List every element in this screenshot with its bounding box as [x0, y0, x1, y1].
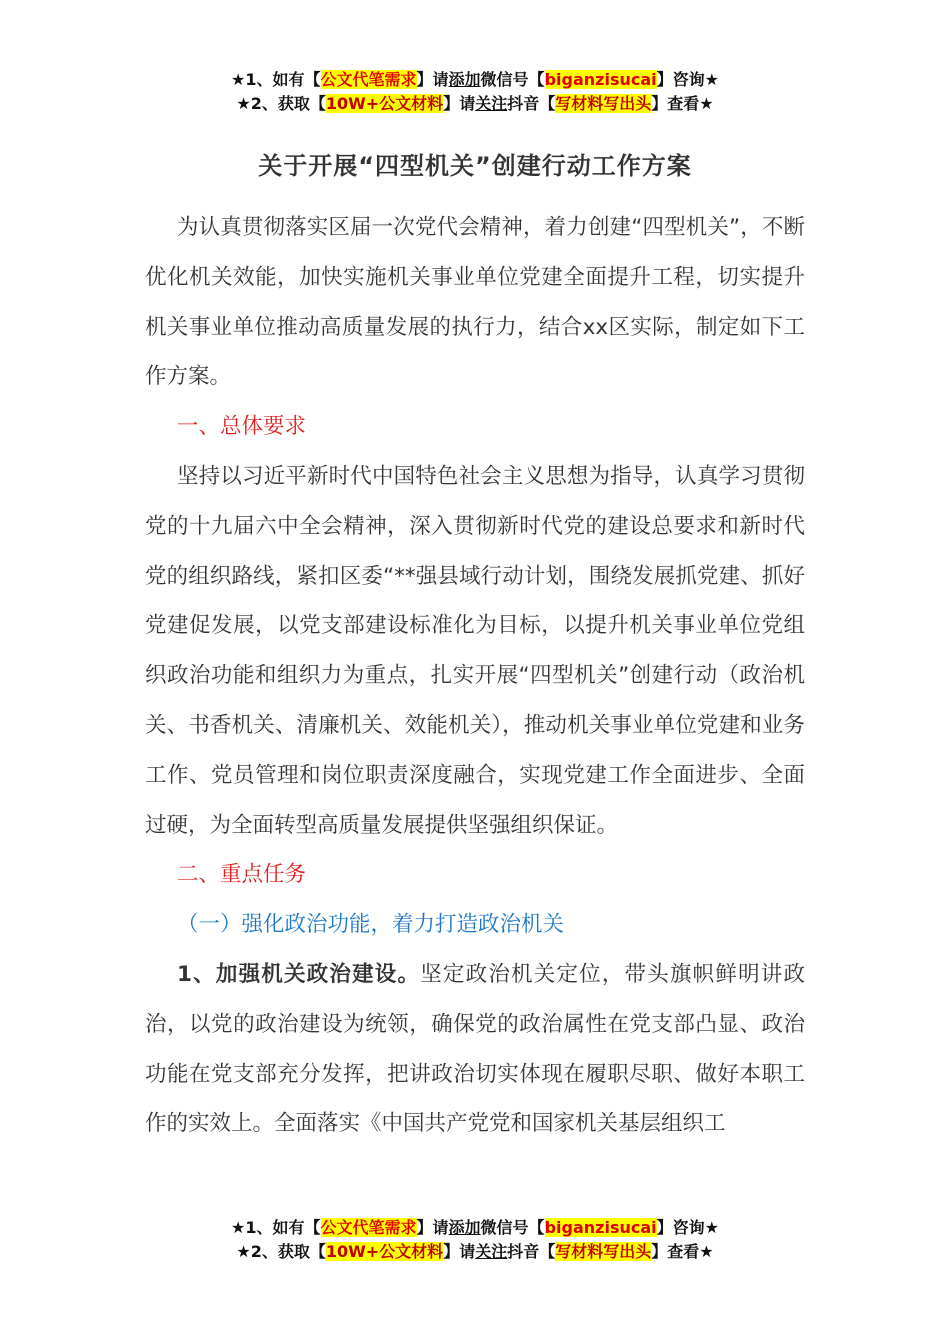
highlight-douyin: 写材料写出头	[555, 1242, 652, 1261]
banner-line-2: ★2、获取【10W+公文材料】请关注抖音【写材料写出头】查看★	[236, 94, 714, 113]
section-heading-1: 一、总体要求	[177, 414, 307, 440]
subsection-heading-1: （一）强化政治功能，着力打造政治机关	[177, 912, 565, 938]
banner-line-1: ★1、如有【公文代笔需求】请添加微信号【biganzisucai】咨询★	[231, 1218, 719, 1237]
banner-line-2: ★2、获取【10W+公文材料】请关注抖音【写材料写出头】查看★	[236, 1242, 714, 1261]
intro-paragraph: 为认真贯彻落实区届一次党代会精神，着力创建“四型机关”，不断优化机关效能，加快实施机关事业单位党建全面提升工程，切实提升机关事业单位推动高质量发展的执行力，结合xx区实际，制定如下工作方案。	[145, 215, 805, 390]
document-body	[145, 203, 805, 1149]
document-title: 关于开展“四型机关”创建行动工作方案	[258, 152, 692, 180]
item-1-body: 坚定政治机关定位，带头旗帜鲜明讲政治，以党的政治建设为统领，确保党的政治属性在党支部凸显、政治功能在党支部充分发挥，把讲政治切实体现在履职尽职、做好本职工作的实效上。全面落实《中国共产党党和国家机关基层组织工	[145, 961, 805, 1137]
banner-line-1: ★1、如有【公文代笔需求】请添加微信号【biganzisucai】咨询★	[231, 70, 719, 89]
highlight-materials: 10W+公文材料	[325, 1242, 444, 1261]
section-1-paragraph: 坚持以习近平新时代中国特色社会主义思想为指导，认真学习贯彻党的十九届六中全会精神，深入贯彻新时代党的建设总要求和新时代党的组织路线，紧扣区委“**强县域行动计划，围绕发展抓党建、抓好党建促发展，以党支部建设标准化为目标，以提升机关事业单位党组织政治功能和组织力为重点，扎实开展“四型机关”创建行动（政治机关、书香机关、清廉机关、效能机关），推动机关事业单位党建和业务工作、党员管理和岗位职责深度融合，实现党建工作全面进步、全面过硬，为全面转型高质量发展提供坚强组织保证。	[145, 463, 805, 838]
highlight-materials: 10W+公文材料	[325, 94, 444, 113]
highlight-wechat-id: biganzisucai	[544, 70, 657, 89]
section-heading-2: 二、重点任务	[177, 862, 307, 888]
item-1-paragraph	[145, 950, 805, 1149]
highlight-service: 公文代笔需求	[320, 70, 417, 89]
top-banner	[0, 68, 950, 116]
highlight-wechat-id: biganzisucai	[544, 1218, 657, 1237]
item-1-title: 1、加强机关政治建设。	[177, 961, 421, 987]
highlight-service: 公文代笔需求	[320, 1218, 417, 1237]
bottom-banner	[0, 1216, 950, 1264]
highlight-douyin: 写材料写出头	[555, 94, 652, 113]
